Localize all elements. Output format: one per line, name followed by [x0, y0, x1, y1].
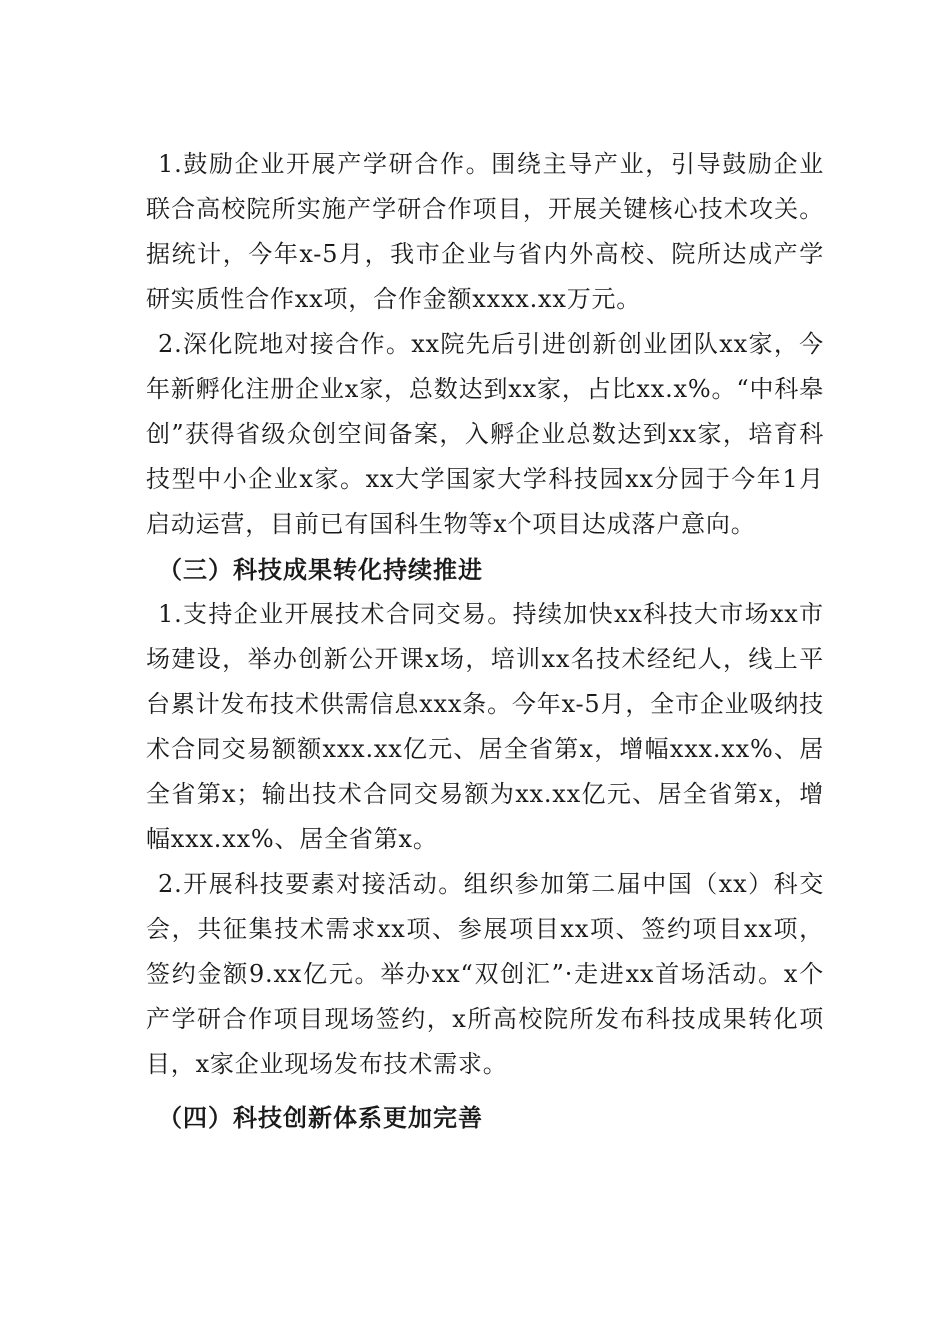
paragraph-3 [146, 592, 824, 862]
paragraph-2 [146, 322, 824, 547]
paragraph-4 [146, 862, 824, 1087]
paragraph-1-text: 1.鼓励企业开展产学研合作。围绕主导产业，引导鼓励企业联合高校院所实施产学研合作项目，开展关键核心技术攻关。据统计，今年x-5月，我市企业与省内外高校、院所达成产学研实质性合作xx项，合作金额xxxx.xx万元。 [146, 150, 824, 313]
paragraph-1 [146, 142, 824, 322]
paragraph-4-text: 2.开展科技要素对接活动。组织参加第二届中国（xx）科交会，共征集技术需求xx项、参展项目xx项、签约项目xx项，签约金额9.xx亿元。举办xx“双创汇”·走进xx首场活动。x个产学研合作项目现场签约，x所高校院所发布科技成果转化项目，x家企业现场发布技术需求。 [146, 870, 824, 1078]
paragraph-2-text: 2.深化院地对接合作。xx院先后引进创新创业团队xx家，今年新孵化注册企业x家，总数达到xx家，占比xx.x%。“中科皋创”获得省级众创空间备案，入孵企业总数达到xx家，培育科技型中小企业x家。xx大学国家大学科技园xx分园于今年1月启动运营，目前已有国科生物等x个项目达成落户意向。 [146, 330, 824, 538]
paragraph-3-text: 1.支持企业开展技术合同交易。持续加快xx科技大市场xx市场建设，举办创新公开课x场，培训xx名技术经纪人，线上平台累计发布技术供需信息xxx条。今年x-5月，全市企业吸纳技术合同交易额额xxx.xx亿元、居全省第x，增幅xxx.xx%、居全省第x；输出技术合同交易额为xx.xx亿元、居全省第x，增幅xxx.xx%、居全省第x。 [146, 600, 824, 853]
section-heading-4: （四）科技创新体系更加完善 [158, 1103, 483, 1132]
document-body [146, 142, 824, 1140]
section-heading-3: （三）科技成果转化持续推进 [158, 555, 483, 584]
